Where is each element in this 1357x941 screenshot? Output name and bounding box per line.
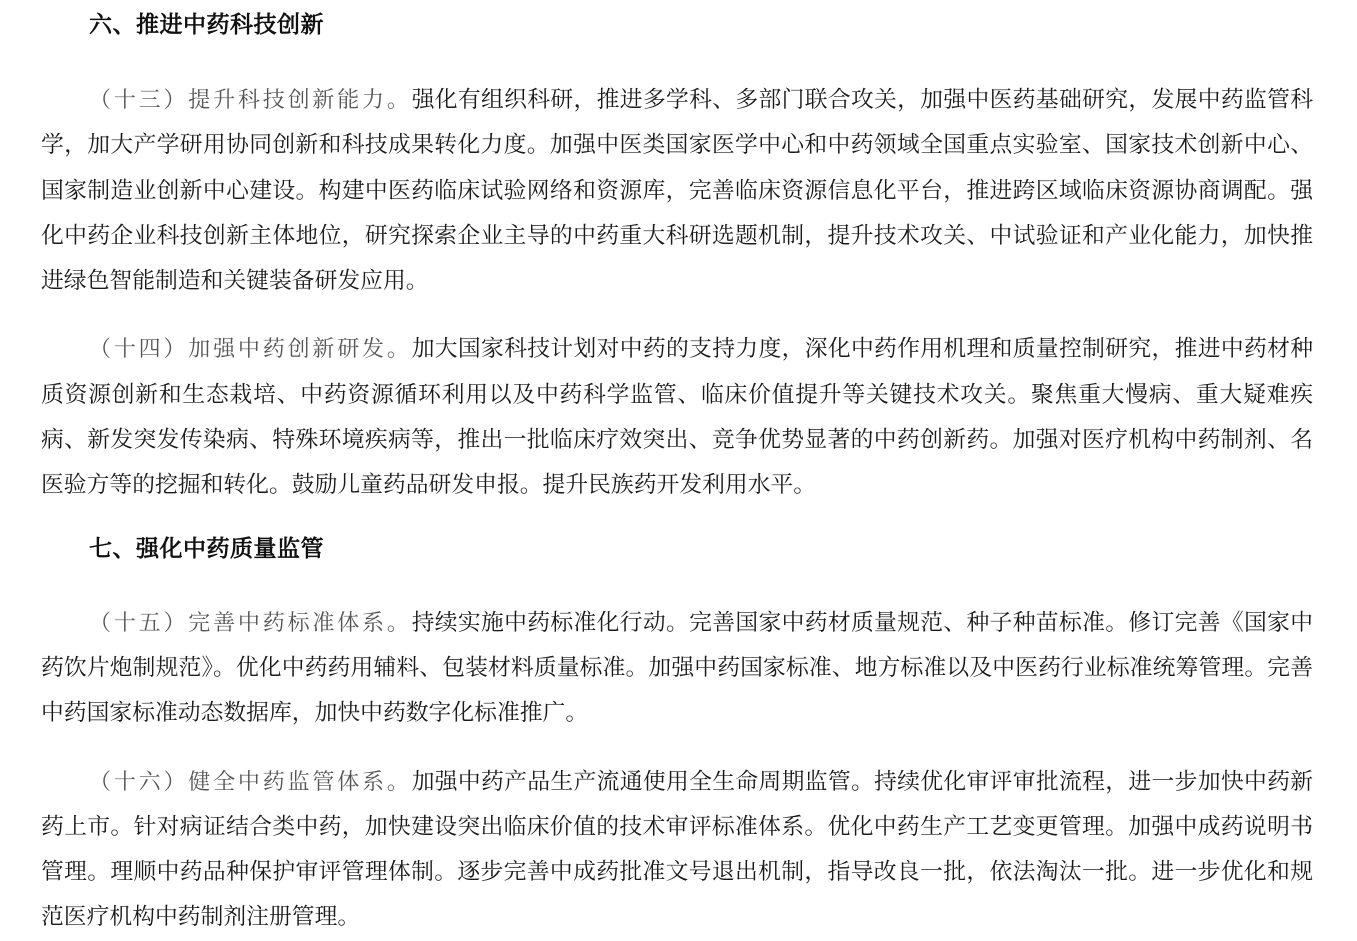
paragraph-body-13: 强化有组织科研，推进多学科、多部门联合攻关，加强中医药基础研究，发展中药监管科学，加大产学研用协同创新和科技成果转化力度。加强中医类国家医学中心和中药领域全国重点实验室、国家技术创新中心、国家制造业创新中心建设。构建中医药临床试验网络和资源库，完善临床资源信息化平台，推进跨区域临床资源协商调配。强化中药企业科技创新主体地位，研究探索企业主导的中药重大科研选题机制，提升技术攻关、中试验证和产业化能力，加快推进绿色智能制造和关键装备研发应用。 — [41, 87, 1313, 295]
paragraph-15 — [41, 601, 1313, 737]
paragraph-lead-15: （十五）完善中药标准体系。 — [89, 610, 412, 636]
section-heading-6: 六、推进中药科技创新 — [89, 12, 324, 38]
paragraph-body-14: 加大国家科技计划对中药的支持力度，深化中药作用机理和质量控制研究，推进中药材种质资源创新和生态栽培、中药资源循环利用以及中药科学监管、临床价值提升等关键技术攻关。聚焦重大慢病、重大疑难疾病、新发突发传染病、特殊环境疾病等，推出一批临床疗效突出、竞争优势显著的中药创新药。加强对医疗机构中药制剂、名医验方等的挖掘和转化。鼓励儿童药品研发申报。提升民族药开发利用水平。 — [41, 336, 1313, 499]
paragraph-13 — [41, 78, 1313, 304]
paragraph-body-16: 加强中药产品生产流通使用全生命周期监管。持续优化审评审批流程，进一步加快中药新药上市。针对病证结合类中药，加快建设突出临床价值的技术审评标准体系。优化中药生产工艺变更管理。加强中成药说明书管理。理顺中药品种保护审评管理体制。逐步完善中成药批准文号退出机制，指导改良一批，依法淘汰一批。进一步优化和规范医疗机构中药制剂注册管理。 — [41, 768, 1313, 931]
section-heading-7: 七、强化中药质量监管 — [89, 535, 324, 562]
paragraph-lead-14: （十四）加强中药创新研发。 — [89, 337, 412, 363]
paragraph-14 — [41, 327, 1313, 508]
paragraph-lead-16: （十六）健全中药监管体系。 — [89, 769, 412, 795]
paragraph-body-15: 持续实施中药标准化行动。完善国家中药材质量规范、种子种苗标准。修订完善《国家中药饮片炮制规范》。优化中药药用辅料、包装材料质量标准。加强中药国家标准、地方标准以及中医药行业标准统筹管理。完善中药国家标准动态数据库，加快中药数字化标准推广。 — [41, 609, 1313, 727]
paragraph-16 — [41, 760, 1313, 941]
paragraph-lead-13: （十三）提升科技创新能力。 — [89, 88, 412, 113]
